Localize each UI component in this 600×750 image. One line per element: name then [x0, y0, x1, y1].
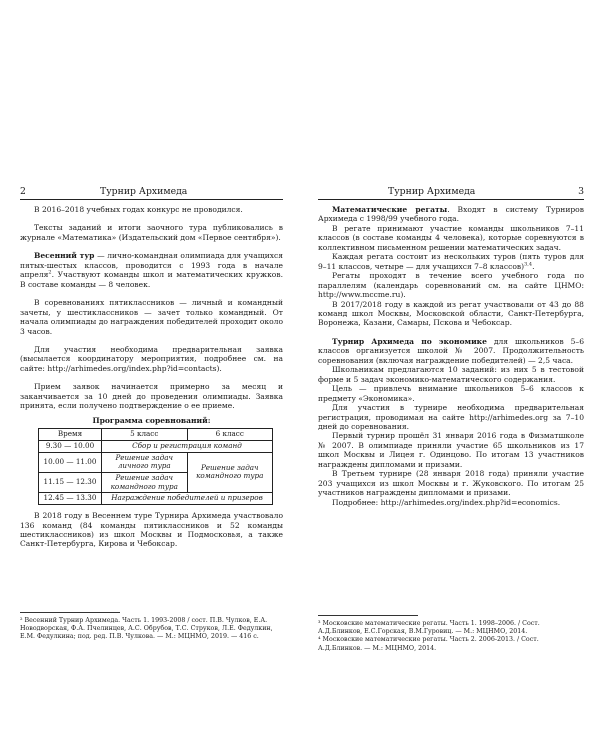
paragraph: Тексты заданий и итоги заочного тура публиковались в журнале «Математика» (Издательский дом «Первое сентября»).: [20, 223, 283, 242]
paragraph: Подробнее: http://arhimedes.org/index.php?id=economics.: [332, 497, 561, 507]
time-cell: 9.30 — 10.00: [39, 440, 102, 452]
left-body: [20, 205, 283, 549]
activity-cell: Решение задач командного тура: [102, 472, 188, 492]
right-page: [300, 0, 600, 750]
activity-cell: Награждение победителей и призеров: [102, 493, 273, 505]
right-body: [318, 205, 584, 507]
footnote: ⁴ Московские математические регаты. Часть 2. 2006-2013. / Сост. А.Д.Блинков. — М.: МЦНМО, 2014.: [318, 636, 539, 652]
paragraph: В 2016–2018 учебных годах конкурс не проводился.: [34, 205, 243, 214]
paragraph: В 2018 году в Весеннем туре Турнира Архимеда участвовало 136 команд (84 команды пятиклассников и 52 команды шестиклассников) из школ Москвы и Подмосковья, а также Санкт-Петербурга, Кирова и Чебоксар.: [20, 511, 283, 549]
left-page-number: 2: [20, 186, 26, 197]
time-cell: 12.45 — 13.30: [39, 493, 102, 505]
footnote-divider: [20, 612, 120, 613]
paragraph: Первый турнир прошёл 31 января 2016 года в Физматшколе № 2007. В олимпиаде приняли участие 65 школьников из 17 школ Москвы и Лицея г. Одинцово. По итогам 13 участников награждены дипломами и призами.: [318, 431, 584, 469]
table-row: [39, 440, 273, 452]
right-footnotes: [318, 615, 584, 653]
paragraph: Для участия в турнире необходима предварительная регистрация, проводимая на сайте http://arhimedes.org за 7–10 дней до соревнования.: [318, 403, 584, 431]
column-header: 5 класс: [102, 429, 188, 441]
paragraph: Прием заявок начинается примерно за месяц и заканчивается за 10 дней до проведения олимпиады. Заявка принята, если получено подтверждение о ее приеме.: [20, 382, 283, 411]
paragraph: В 2017/2018 году в каждой из регат участвовали от 43 до 88 команд школ Москвы, Московской области, Санкт-Петербурга, Воронежа, Казани, Самары, Пскова и Чебоксар.: [318, 299, 584, 328]
right-header-title: Турнир Архимеда: [388, 186, 476, 197]
right-page-number: 3: [578, 186, 584, 197]
time-cell: 10.00 — 11.00: [39, 452, 102, 472]
table-title: Программа соревнований:: [92, 415, 211, 425]
term-spring-tour: Весенний тур: [34, 251, 95, 261]
paragraph: Для участия необходима предварительная заявка (высылается координатору мероприятия, подробнее см. на сайте: http://arhimedes.org/index.php?id=contacts).: [20, 344, 283, 373]
term-math-regattas: Математические регаты: [332, 205, 448, 214]
activity-cell: Сбор и регистрация команд: [102, 440, 273, 452]
footnote-ref: 2: [48, 269, 52, 276]
paragraph: Каждая регата состоит из нескольких туров (пять туров для 9–11 классов, четыре — для учащихся 7–8 классов)$^{3,4}$.: [318, 252, 584, 271]
paragraph: Математические регаты. Входят в систему Турниров Архимеда с 1998/99 учебного года.: [318, 205, 584, 224]
footnote-divider: [318, 615, 418, 616]
left-footnotes: [20, 612, 283, 642]
paragraph: Весенний тур — лично-командная олимпиада для учащихся пятых-шестых классов, проводится с 1993 года в начале апреля$^2$. Участвуют команды школ и математических кружков. В составе команды — 8 человек.: [20, 251, 283, 289]
paragraph: Турнир Архимеда по экономике для школьников 5–6 классов организуется школой № 2007. Продолжительность соревнования (включая награждение победителей) — 2,5 часа.: [318, 336, 584, 365]
footnote: ³ Московские математические регаты. Часть 1. 1998–2006. / Сост. А.Д.Блинков, Е.С.Горская, В.М.Гуровиц. — М.: МЦНМО, 2014.: [318, 620, 540, 636]
activity-cell: Решение задач личного тура: [102, 452, 188, 472]
paragraph: В Третьем турнире (28 января 2018 года) приняли участие 203 учащихся из школ Москвы и г. Жуковского. По итогам 25 участников награждены дипломами и призами.: [318, 469, 584, 498]
table-header-row: [39, 429, 273, 441]
paragraph: Регаты проходят в течение всего учебного года по параллелям (календарь соревнований см. на сайте ЦНМО: http://www.mccme.ru).: [318, 271, 584, 300]
column-header: Время: [39, 429, 102, 441]
left-running-header: [20, 187, 283, 200]
time-cell: 11.15 — 12.30: [39, 472, 102, 492]
table-row: [39, 493, 273, 505]
right-running-header: [318, 187, 584, 200]
term-economics-tournament: Турнир Архимеда по экономике: [332, 336, 487, 346]
table-row: [39, 452, 273, 472]
footnote: ² Весенний Турнир Архимеда. Часть 1. 1993-2008 / сост. П.В. Чулков, Е.А. Новодворская, Ф.А. Пчелинцев, А.С. Обрубов, Т.С. Струков, Л.Е. Федулкин, Е.М. Федулкина; под. ред. П.В. Чулкова. — М.: МЦНМО, 2019. — 416 с.: [20, 617, 273, 641]
paragraph: Школьникам предлагаются 10 заданий: из них 5 в тестовой форме и 5 задач экономико-математического содержания.: [318, 365, 584, 384]
schedule-table: [38, 428, 273, 505]
column-header: 6 класс: [187, 429, 273, 441]
footnote-ref: 3,4: [524, 261, 533, 268]
activity-cell: Решение задач командного тура: [187, 452, 273, 493]
left-header-title: Турнир Архимеда: [100, 186, 188, 197]
paragraph: В регате принимают участие команды школьников 7–11 классов (в составе команды 4 человека), которые соревнуются в коллективном письменном решении математических задач.: [318, 223, 584, 252]
paragraph: В соревнованиях пятиклассников — личный и командный зачеты, у шестиклассников — зачет только командный. От начала олимпиады до награждения победителей проходит около 3 часов.: [20, 298, 283, 336]
paragraph: Цель — привлечь внимание школьников 5–6 классов к предмету «Экономика».: [318, 384, 584, 403]
